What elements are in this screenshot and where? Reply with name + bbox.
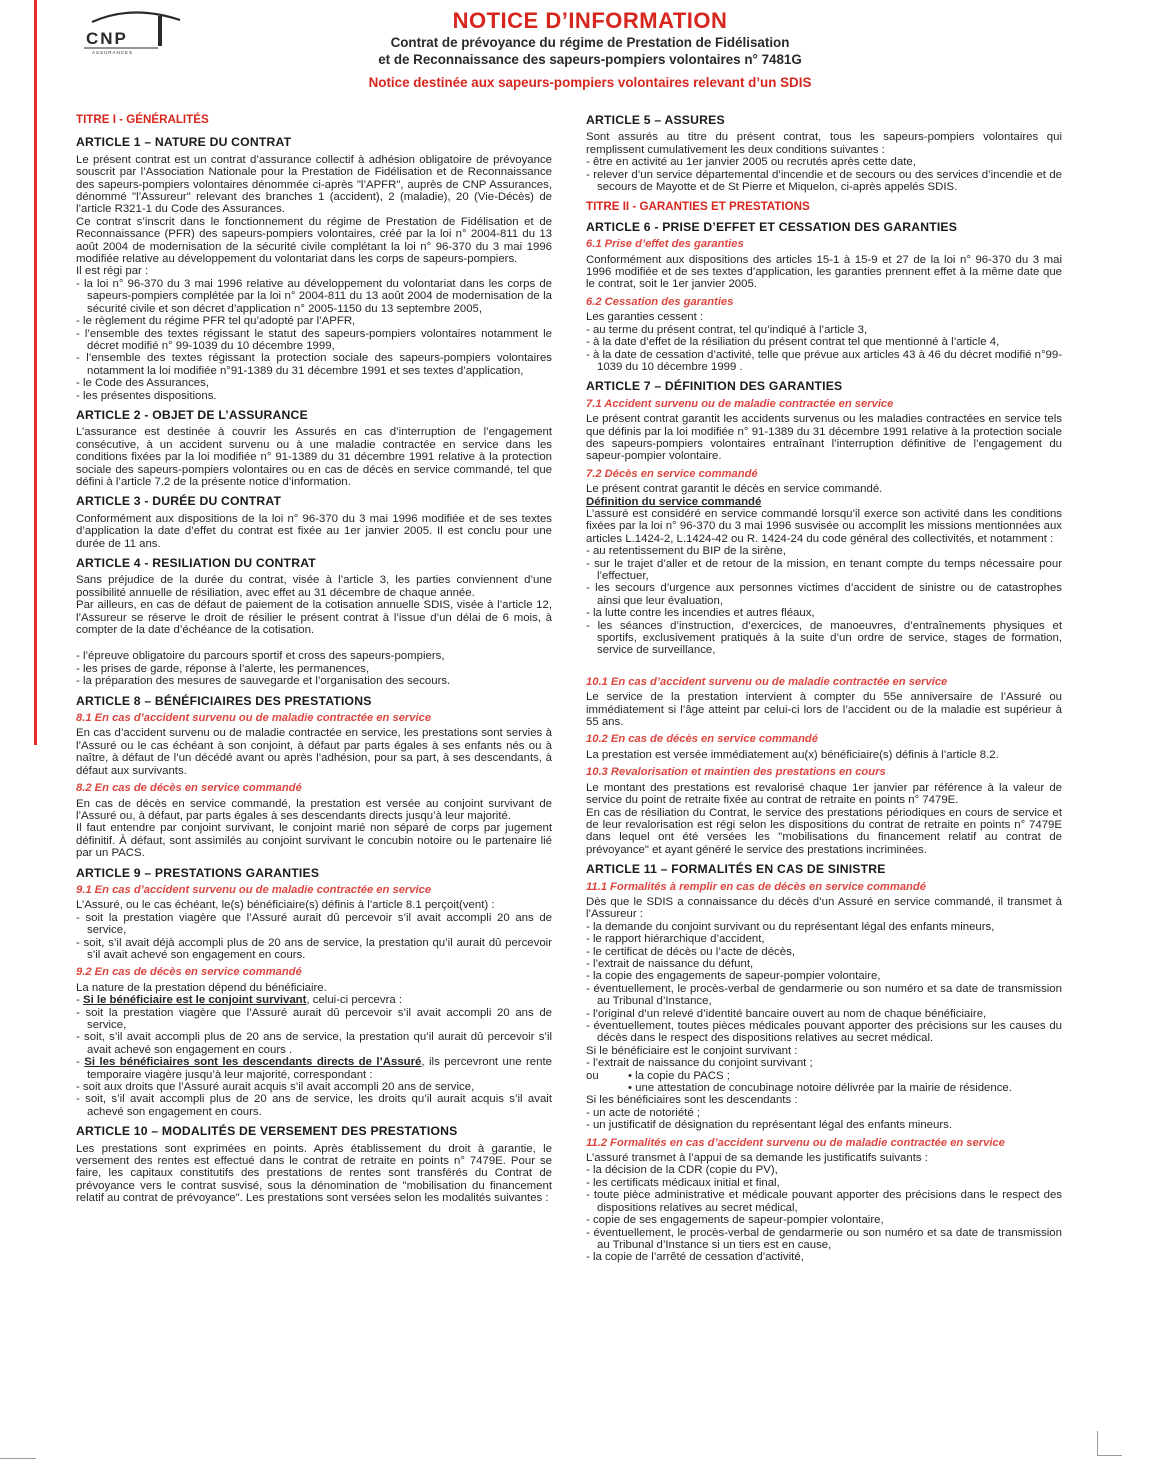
article-4-paragraph: Par ailleurs, en cas de défaut de paiement de la cotisation annuelle SDIS, visée à l’article 12, l’Assureur se réserve le droit de résilier le présent contrat à l’issue d’un délai de 6 mois, à compter de la date d’échéance de la cotisation.: [76, 599, 552, 637]
section-6-2-title: 6.2 Cessation des garanties: [586, 295, 734, 308]
list-item: - au retentissement du BIP de la sirène,: [586, 545, 1062, 557]
section-10-1-title: 10.1 En cas d’accident survenu ou de maladie contractée en service: [586, 675, 948, 688]
titre-1: TITRE I - GÉNÉRALITÉS: [76, 113, 209, 126]
list-item: - l’extrait de naissance du défunt,: [586, 958, 1062, 970]
article-11-paragraph: Si les bénéficiaires sont les descendants :: [586, 1094, 798, 1107]
article-11-list: [586, 1107, 1062, 1132]
article-10-paragraph: En cas de résiliation du Contrat, le service des prestations périodiques en cours de service et de leur revalorisation est régi selon les dispositions du contrat de retraite en points n° 7479E dans lequel ont été versées les "mobilisations du financement relatif au contrat de prévoyance" et ayant généré le service des prestations incriminées.: [586, 806, 1062, 856]
page-edge-mark: [0, 1458, 36, 1459]
list-item: - soit, s’il avait accompli plus de 20 ans de service, la prestation qu’il aurait dû percevoir s’il avait achevé son engagement en cours .: [76, 1031, 552, 1056]
cnp-logo: [72, 10, 190, 56]
list-item: - soit, s’il avait accompli plus de 20 ans de service, les droits qu’il aurait acquis s’il avait achevé son engagement en cours.: [76, 1093, 552, 1118]
page-corner-mark: [1097, 1431, 1122, 1456]
list-item: - les prises de garde, réponse à l’alerte, les permanences,: [76, 663, 552, 675]
service-list-continued: [76, 650, 552, 687]
article-1-paragraph: Le présent contrat est un contrat d’assurance collectif à adhésion obligatoire de prévoyance souscrit par l’Association Nationale pour la Prestation de Fidélisation et de Reconnaissance des sapeurs-pompiers volontaires dénommée ci-après "l’APFR", auprès de CNP Assurances, dénommé "l’Assureur" relevant des branches 1 (accident), 2 (maladie), 20 (Vie-Décès) de l’article R321-1 du Code des Assurances.: [76, 153, 552, 216]
article-1-paragraph: Il est régi par :: [76, 265, 149, 278]
article-2-paragraph: L’assurance est destinée à couvrir les Assurés en cas d’interruption de l’engagement consécutive, à un accident survenu ou à une maladie contractée en service dans les conditions fixées par la loi modifiée n° 91-1389 du 31 décembre 1991 relative à la protection sociale des sapeurs-pompiers volontaires ou en cas de décès en service commandé, tel que défini à l’article 7.2 de la présente notice d’information.: [76, 426, 552, 488]
article-7-title: ARTICLE 7 – DÉFINITION DES GARANTIES: [586, 379, 843, 394]
beneficiary-conjoint-list: [76, 994, 552, 1118]
list-item: - relever d’un service départemental d’incendie et de secours ou des services d’incendie et de secours de Mayotte et de St Pierre et Miquelon, ci-après appelés SDIS.: [586, 169, 1062, 194]
article-10-paragraph: Le service de la prestation intervient à compter du 55e anniversaire de l’Assuré ou immédiatement si l’âge atteint par celui-ci lors de l’accident ou de la maladie est supérieur à 55 ans.: [586, 691, 1062, 729]
article-9-title: ARTICLE 9 – PRESTATIONS GARANTIES: [76, 865, 320, 880]
list-item: - à la date de cessation d’activité, telle que prévue aux articles 43 à 46 du décret modifié n°99-1039 du 10 décembre 1999 .: [586, 349, 1062, 374]
article-8-paragraph: Il faut entendre par conjoint survivant, le conjoint marié non séparé de corps par jugement définitif. À défaut, sont assimilés au conjoint survivant le concubin notoire ou le partenaire lié par un PACS.: [76, 822, 552, 860]
article-4-title: ARTICLE 4 - RESILIATION DU CONTRAT: [76, 556, 316, 570]
left-column: [76, 114, 552, 1205]
list-item: - sur le trajet d’aller et de retour de la mission, en tenant compte du temps nécessaire pour l’effectuer,: [586, 558, 1062, 583]
article-11-paragraph: Dès que le SDIS a connaissance du décès d’un Assuré en service commandé, il transmet à l’Assureur :: [586, 895, 1062, 921]
article-10-paragraph: La prestation est versée immédiatement au(x) bénéficiaire(s) définis à l’article 8.2.: [586, 748, 999, 761]
list-item: - l’extrait de naissance du conjoint survivant ;: [586, 1057, 1062, 1069]
list-item: - les présentes dispositions.: [76, 390, 552, 402]
article-10-paragraph: Le montant des prestations est revalorisé chaque 1er janvier par référence à la valeur de service du point de retraite fixée au contrat de retraite en points n° 7479E.: [586, 781, 1062, 807]
article-7-paragraph: L’assuré est considéré en service commandé lorsqu’il exerce son activité dans les conditions fixées par la loi n° 96-370 du 3 mai 1996 susvisée ou accomplit les missions mentionnées aux articles L.1424-2, L.1424-42 ou R. 1424-24 du code général des collectivités, et notamment :: [586, 507, 1062, 545]
section-10-2-title: 10.2 En cas de décès en service commandé: [586, 733, 818, 746]
list-item: • la copie du PACS ;: [628, 1069, 730, 1082]
article-3-paragraph: Conformément aux dispositions de la loi n° 96-370 du 3 mai 1996 modifiée et de ses textes d’application la date d’effet du contrat est fixée au 1er janvier 2005. Il est conclu pour une durée de 11 ans.: [76, 512, 552, 550]
article-11-list: [586, 1164, 1062, 1263]
list-item: - à la date d’effet de la résiliation du présent contrat tel que mentionné à l’article 4,: [586, 336, 1062, 348]
list-item: - un acte de notoriété ;: [586, 1107, 1062, 1119]
document-title: NOTICE D’INFORMATION: [452, 8, 728, 33]
list-item: - soit la prestation viagère que l’Assuré aurait dû percevoir s’il avait accompli 20 ans de service,: [76, 912, 552, 937]
right-column: [586, 114, 1062, 1264]
section-8-1-title: 8.1 En cas d’accident survenu ou de maladie contractée en service: [76, 712, 432, 725]
list-item: - la copie de l’arrêté de cessation d’activité,: [586, 1251, 1062, 1263]
article-5-paragraph: Sont assurés au titre du présent contrat, tous les sapeurs-pompiers volontaires qui remplissent cumulativement les deux conditions suivantes :: [586, 131, 1062, 156]
list-item: - la demande du conjoint survivant ou du représentant légal des enfants mineurs,: [586, 921, 1062, 933]
list-item: - soit aux droits que l’Assuré aurait acquis s’il avait accompli 20 ans de service,: [76, 1081, 552, 1093]
article-3-title: ARTICLE 3 - DURÉE DU CONTRAT: [76, 494, 282, 509]
list-item: - l’ensemble des textes régissant la protection sociale des sapeurs-pompiers volontaires notamment la loi modifiée n°91-1389 du 31 décembre 1991 et ses textes d’application,: [76, 352, 552, 377]
list-item: - la copie des engagements de sapeur-pompier volontaire,: [586, 970, 1062, 982]
article-1-list: [76, 278, 552, 402]
list-item: - Si le bénéficiaire est le conjoint survivant, celui-ci percevra :: [76, 994, 552, 1006]
list-item: - au terme du présent contrat, tel qu’indiqué à l’article 3,: [586, 324, 1062, 336]
section-10-3-title: 10.3 Revalorisation et maintien des prestations en cours: [586, 766, 886, 779]
article-9-paragraph: La nature de la prestation dépend du bénéficiaire.: [76, 981, 327, 994]
article-7-paragraph: Le présent contrat garantit le décès en service commandé.: [586, 483, 883, 496]
list-item: - soit, s’il avait déjà accompli plus de 20 ans de service, la prestation qu’il aurait dû percevoir s’il avait achevé son engagement en cours.: [76, 937, 552, 962]
titre-2: TITRE II - GARANTIES ET PRESTATIONS: [586, 200, 810, 214]
article-6-title: ARTICLE 6 - PRISE D’EFFET ET CESSATION DES GARANTIES: [586, 219, 958, 234]
article-7-list: [586, 545, 1062, 657]
article-2-title: ARTICLE 2 - OBJET DE L’ASSURANCE: [76, 407, 308, 422]
list-item: - un justificatif de désignation du représentant légal des enfants mineurs.: [586, 1119, 1062, 1131]
section-9-1-title: 9.1 En cas d’accident survenu ou de maladie contractée en service: [76, 883, 432, 896]
audience-line: Notice destinée aux sapeurs-pompiers volontaires relevant d’un SDIS: [368, 75, 812, 90]
article-11-list: [586, 921, 1062, 1045]
list-item: - le Code des Assurances,: [76, 377, 552, 389]
article-11-paragraph: L’assuré transmet à l’appui de sa demande les justificatifs suivants :: [586, 1152, 928, 1165]
article-9-paragraph: L’Assuré, ou le cas échéant, le(s) bénéficiaire(s) définis à l’article 8.1 perçoit(vent) :: [76, 899, 495, 912]
list-item: - le règlement du régime PFR tel qu’adopté par l’APFR,: [76, 315, 552, 327]
article-6-paragraph: Conformément aux dispositions des articles 15-1 à 15-9 et 27 de la loi n° 96-370 du 3 mai 1996 modifiée et de ses textes d’application, les garanties prennent effet à la même date que le contrat, soit le 1er janvier 2005.: [586, 253, 1062, 291]
list-item: - le rapport hiérarchique d’accident,: [586, 933, 1062, 945]
section-7-1-title: 7.1 Accident survenu ou de maladie contractée en service: [586, 397, 894, 410]
definition-heading: Définition du service commandé: [586, 495, 762, 508]
list-item: - les secours d’urgence aux personnes victimes d’accident de sinistre ou de catastrophes ainsi que leur évaluation,: [586, 582, 1062, 607]
header: [225, 8, 955, 91]
list-item: - éventuellement, le procès-verbal de gendarmerie ou son numéro et sa date de transmission au Tribunal d’Instance si un tiers est en cause,: [586, 1227, 1062, 1252]
article-4-paragraph: Sans préjudice de la durée du contrat, visée à l’article 3, les parties conviennent d’une possibilité annuelle de résiliation, avec effet au 31 décembre de chaque année.: [76, 574, 552, 599]
list-item: - être en activité au 1er janvier 2005 ou recrutés après cette date,: [586, 156, 1062, 168]
margin-red-line: [34, 0, 37, 745]
list-item: - l’original d’un relevé d’identité bancaire ouvert au nom de chaque bénéficiaire,: [586, 1008, 1062, 1020]
article-1-paragraph: Ce contrat s’inscrit dans le fonctionnement du régime de Prestation de Fidélisation et de Reconnaissance (PFR) des sapeurs-pompiers volontaires, créé par la loi n° 2004-811 du 13 août 2004 de modernisation de la sécurité civile complétant la loi n° 96-370 du 3 mai 1996 modifiée relative au développement du volontariat dans les corps de sapeurs-pompiers.: [76, 215, 552, 266]
article-8-paragraph: En cas d’accident survenu ou de maladie contractée en service, les prestations sont servies à l’Assuré ou le cas échéant à son conjoint, à défaut par parts égales à ses enfants nés ou à naître, à défaut de l’un décédé avant ou après l’adhésion, pour sa part, à ses descendants, à défaut aux survivants.: [76, 727, 552, 777]
article-7-paragraph: Le présent contrat garantit les accidents survenus ou les maladies contractées en service tels que définis par la loi modifiée n° 91-1389 du 31 décembre 1991 relative à la protection sociale des sapeurs-pompiers volontaires entraînant l’interruption définitive de l’engagement du sapeur-pompier volontaire.: [586, 413, 1062, 463]
svg-text:CNP: CNP: [86, 29, 128, 48]
svg-text:ASSURANCES: ASSURANCES: [92, 50, 134, 55]
article-5-title: ARTICLE 5 – ASSURES: [586, 113, 725, 127]
alternative-documents: [586, 1070, 1062, 1095]
bullet-list: [628, 1070, 1062, 1095]
list-item: - soit la prestation viagère que l’Assuré aurait dû percevoir s’il avait accompli 20 ans de service,: [76, 1007, 552, 1032]
list-item: - Si les bénéficiaires sont les descendants directs de l’Assuré, ils percevront une rente temporaire viagère jusqu’à leur majorité, correspondant :: [76, 1056, 552, 1081]
list-item: - la préparation des mesures de sauvegarde et l’organisation des secours.: [76, 675, 552, 687]
list-item: - éventuellement, toutes pièces médicales pouvant apporter des précisions sur les causes du décès dans le respect des dispositions relatives au secret médical.: [586, 1020, 1062, 1045]
list-item: • une attestation de concubinage notoire délivrée par la mairie de résidence.: [628, 1082, 1012, 1095]
contract-line-2: et de Reconnaissance des sapeurs-pompiers volontaires n° 7481G: [378, 52, 802, 67]
list-item: - éventuellement, le procès-verbal de gendarmerie ou son numéro et sa date de transmission au Tribunal d’Instance,: [586, 983, 1062, 1008]
list-item: - la décision de la CDR (copie du PV),: [586, 1164, 1062, 1176]
list-item: - le certificat de décès ou l’acte de décès,: [586, 946, 1062, 958]
article-11-title: ARTICLE 11 – FORMALITÉS EN CAS DE SINISTRE: [586, 862, 886, 877]
article-11-paragraph: Si le bénéficiaire est le conjoint survivant :: [586, 1044, 798, 1057]
section-7-2-title: 7.2 Décès en service commandé: [586, 467, 758, 480]
section-6-1-title: 6.1 Prise d’effet des garanties: [586, 238, 744, 251]
article-1-title: ARTICLE 1 – NATURE DU CONTRAT: [76, 135, 292, 150]
article-11-list: [586, 1057, 1062, 1069]
list-item: - l’épreuve obligatoire du parcours sportif et cross des sapeurs-pompiers,: [76, 650, 552, 662]
article-10-paragraph: Les prestations sont exprimées en points. Après établissement du droit à garantie, le versement des rentes est effectué dans le contrat de retraite en points n° 7479E. Pour se faire, les capitaux constitutifs des prestations de rentes sont transférés du Contrat de prévoyance vers le contrat susvisé, sous la dénomination de "mobilisation du financement relatif au contrat de prévoyance". Les prestations sont versées selon les modalités suivantes :: [76, 1142, 552, 1205]
list-item: - la loi n° 96-370 du 3 mai 1996 relative au développement du volontariat dans les corps de sapeurs-pompiers complétée par la loi n° 2004-811 du 13 août 2004 de modernisation de la sécurité civile et son décret d’application n° 2005-1150 du 13 septembre 2005,: [76, 278, 552, 315]
section-8-2-title: 8.2 En cas de décès en service commandé: [76, 782, 302, 795]
list-item: - les certificats médicaux initial et final,: [586, 1177, 1062, 1189]
article-6-list: [586, 324, 1062, 374]
underlined-condition: Si le bénéficiaire est le conjoint survivant: [82, 994, 307, 1007]
list-item: - l’ensemble des textes régissant le statut des sapeurs-pompiers volontaires notamment le décret modifié n° 99-1039 du 10 décembre 1999,: [76, 328, 552, 353]
article-9-list: [76, 912, 552, 962]
list-item: - les séances d’instruction, d’exercices, de manoeuvres, d’entraînements physiques et sportifs, exclusivement pratiqués à la suite d’un ordre de service, stages de formation, service de surveillance,: [586, 620, 1062, 657]
contract-line-1: Contrat de prévoyance du régime de Prestation de Fidélisation: [390, 35, 790, 50]
article-10-title: ARTICLE 10 – MODALITÉS DE VERSEMENT DES PRESTATIONS: [76, 1124, 458, 1139]
section-9-2-title: 9.2 En cas de décès en service commandé: [76, 966, 302, 979]
article-8-title: ARTICLE 8 – BÉNÉFICIAIRES DES PRESTATIONS: [76, 693, 372, 708]
list-item: - copie de ses engagements de sapeur-pompier volontaire,: [586, 1214, 1062, 1226]
article-5-list: [586, 156, 1062, 193]
section-11-1-title: 11.1 Formalités à remplir en cas de décès en service commandé: [586, 880, 926, 893]
article-6-paragraph: Les garanties cessent :: [586, 311, 704, 324]
section-11-2-title: 11.2 Formalités en cas d’accident survenu ou de maladie contractée en service: [586, 1136, 1005, 1149]
or-label: ou: [586, 1069, 599, 1082]
underlined-condition: Si les bénéficiaires sont les descendants directs de l’Assuré: [84, 1056, 422, 1069]
article-8-paragraph: En cas de décès en service commandé, la prestation est versée au conjoint survivant de l’Assuré ou, à défaut, par parts égales à ses descendants directs jusqu’à leur majorité.: [76, 797, 552, 822]
list-item: - toute pièce administrative et médicale pouvant apporter des précisions dans le respect des dispositions relatives au secret médical,: [586, 1189, 1062, 1214]
list-item: - la lutte contre les incendies et autres fléaux,: [586, 607, 1062, 619]
